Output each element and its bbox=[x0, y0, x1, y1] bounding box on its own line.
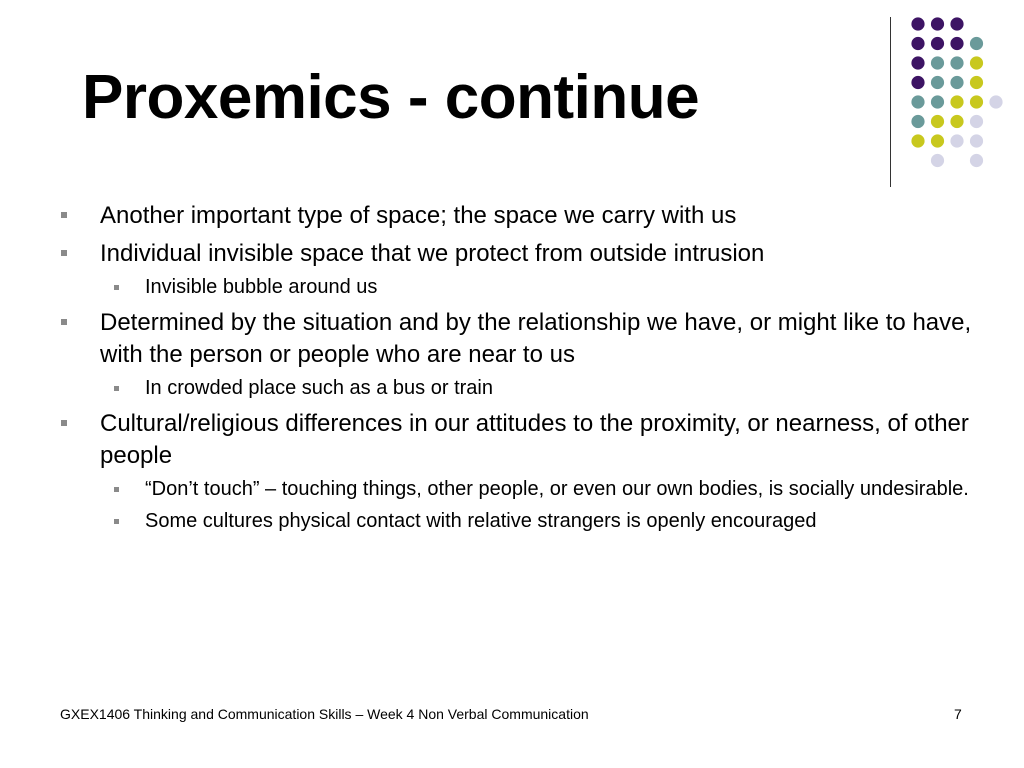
sub-bullet-text: In crowded place such as a bus or train bbox=[145, 377, 493, 399]
olive-dot bbox=[911, 134, 924, 147]
bullet-text: Another important type of space; the space we carry with us bbox=[100, 202, 737, 229]
sub-bullet-item bbox=[100, 476, 978, 503]
square-bullet-icon bbox=[61, 250, 67, 256]
purple-dot bbox=[911, 56, 924, 69]
square-bullet-icon bbox=[61, 212, 67, 218]
square-bullet-icon bbox=[114, 487, 119, 492]
lavender-dot bbox=[950, 134, 963, 147]
lavender-dot bbox=[989, 95, 1002, 108]
olive-dot bbox=[950, 95, 963, 108]
lavender-dot bbox=[931, 154, 944, 167]
sub-bullet-text: Some cultures physical contact with relative strangers is openly encouraged bbox=[145, 510, 817, 532]
sub-bullet-list bbox=[100, 375, 978, 402]
bullet-text: Determined by the situation and by the relationship we have, or might like to have, with the person or people who are near to us bbox=[100, 309, 972, 368]
teal-dot bbox=[970, 37, 983, 50]
olive-dot bbox=[950, 115, 963, 128]
sub-bullet-text: “Don’t touch” – touching things, other people, or even our own bodies, is socially undesirable. bbox=[145, 478, 969, 500]
bullet-text: Cultural/religious differences in our attitudes to the proximity, or nearness, of other people bbox=[100, 410, 969, 469]
page-number: 7 bbox=[954, 706, 962, 722]
sub-bullet-item bbox=[100, 375, 978, 402]
sub-bullet-item bbox=[100, 274, 978, 301]
bullet-item bbox=[58, 307, 978, 402]
square-bullet-icon bbox=[114, 386, 119, 391]
title-divider-line bbox=[890, 17, 891, 187]
olive-dot bbox=[931, 115, 944, 128]
purple-dot bbox=[931, 17, 944, 30]
olive-dot bbox=[970, 56, 983, 69]
teal-dot bbox=[911, 115, 924, 128]
bullet-item bbox=[58, 238, 978, 301]
slide-title: Proxemics - continue bbox=[82, 63, 700, 132]
teal-dot bbox=[931, 95, 944, 108]
square-bullet-icon bbox=[114, 285, 119, 290]
lavender-dot bbox=[970, 115, 983, 128]
bullet-item bbox=[58, 408, 978, 535]
olive-dot bbox=[931, 134, 944, 147]
lavender-dot bbox=[970, 154, 983, 167]
decorative-dot-grid bbox=[0, 0, 1024, 200]
teal-dot bbox=[931, 56, 944, 69]
lavender-dot bbox=[970, 134, 983, 147]
bullet-text: Individual invisible space that we protect from outside intrusion bbox=[100, 240, 765, 267]
footer-course-text: GXEX1406 Thinking and Communication Skills – Week 4 Non Verbal Communication bbox=[60, 706, 589, 722]
purple-dot bbox=[950, 37, 963, 50]
purple-dot bbox=[911, 76, 924, 89]
bullet-item bbox=[58, 200, 978, 232]
square-bullet-icon bbox=[61, 319, 67, 325]
sub-bullet-list bbox=[100, 274, 978, 301]
sub-bullet-item bbox=[100, 508, 978, 535]
purple-dot bbox=[911, 37, 924, 50]
teal-dot bbox=[911, 95, 924, 108]
purple-dot bbox=[931, 37, 944, 50]
teal-dot bbox=[950, 56, 963, 69]
sub-bullet-list bbox=[100, 476, 978, 535]
olive-dot bbox=[970, 76, 983, 89]
square-bullet-icon bbox=[61, 420, 67, 426]
bullet-list bbox=[58, 200, 978, 541]
teal-dot bbox=[950, 76, 963, 89]
purple-dot bbox=[950, 17, 963, 30]
olive-dot bbox=[970, 95, 983, 108]
teal-dot bbox=[931, 76, 944, 89]
sub-bullet-text: Invisible bubble around us bbox=[145, 276, 378, 298]
square-bullet-icon bbox=[114, 519, 119, 524]
purple-dot bbox=[911, 17, 924, 30]
